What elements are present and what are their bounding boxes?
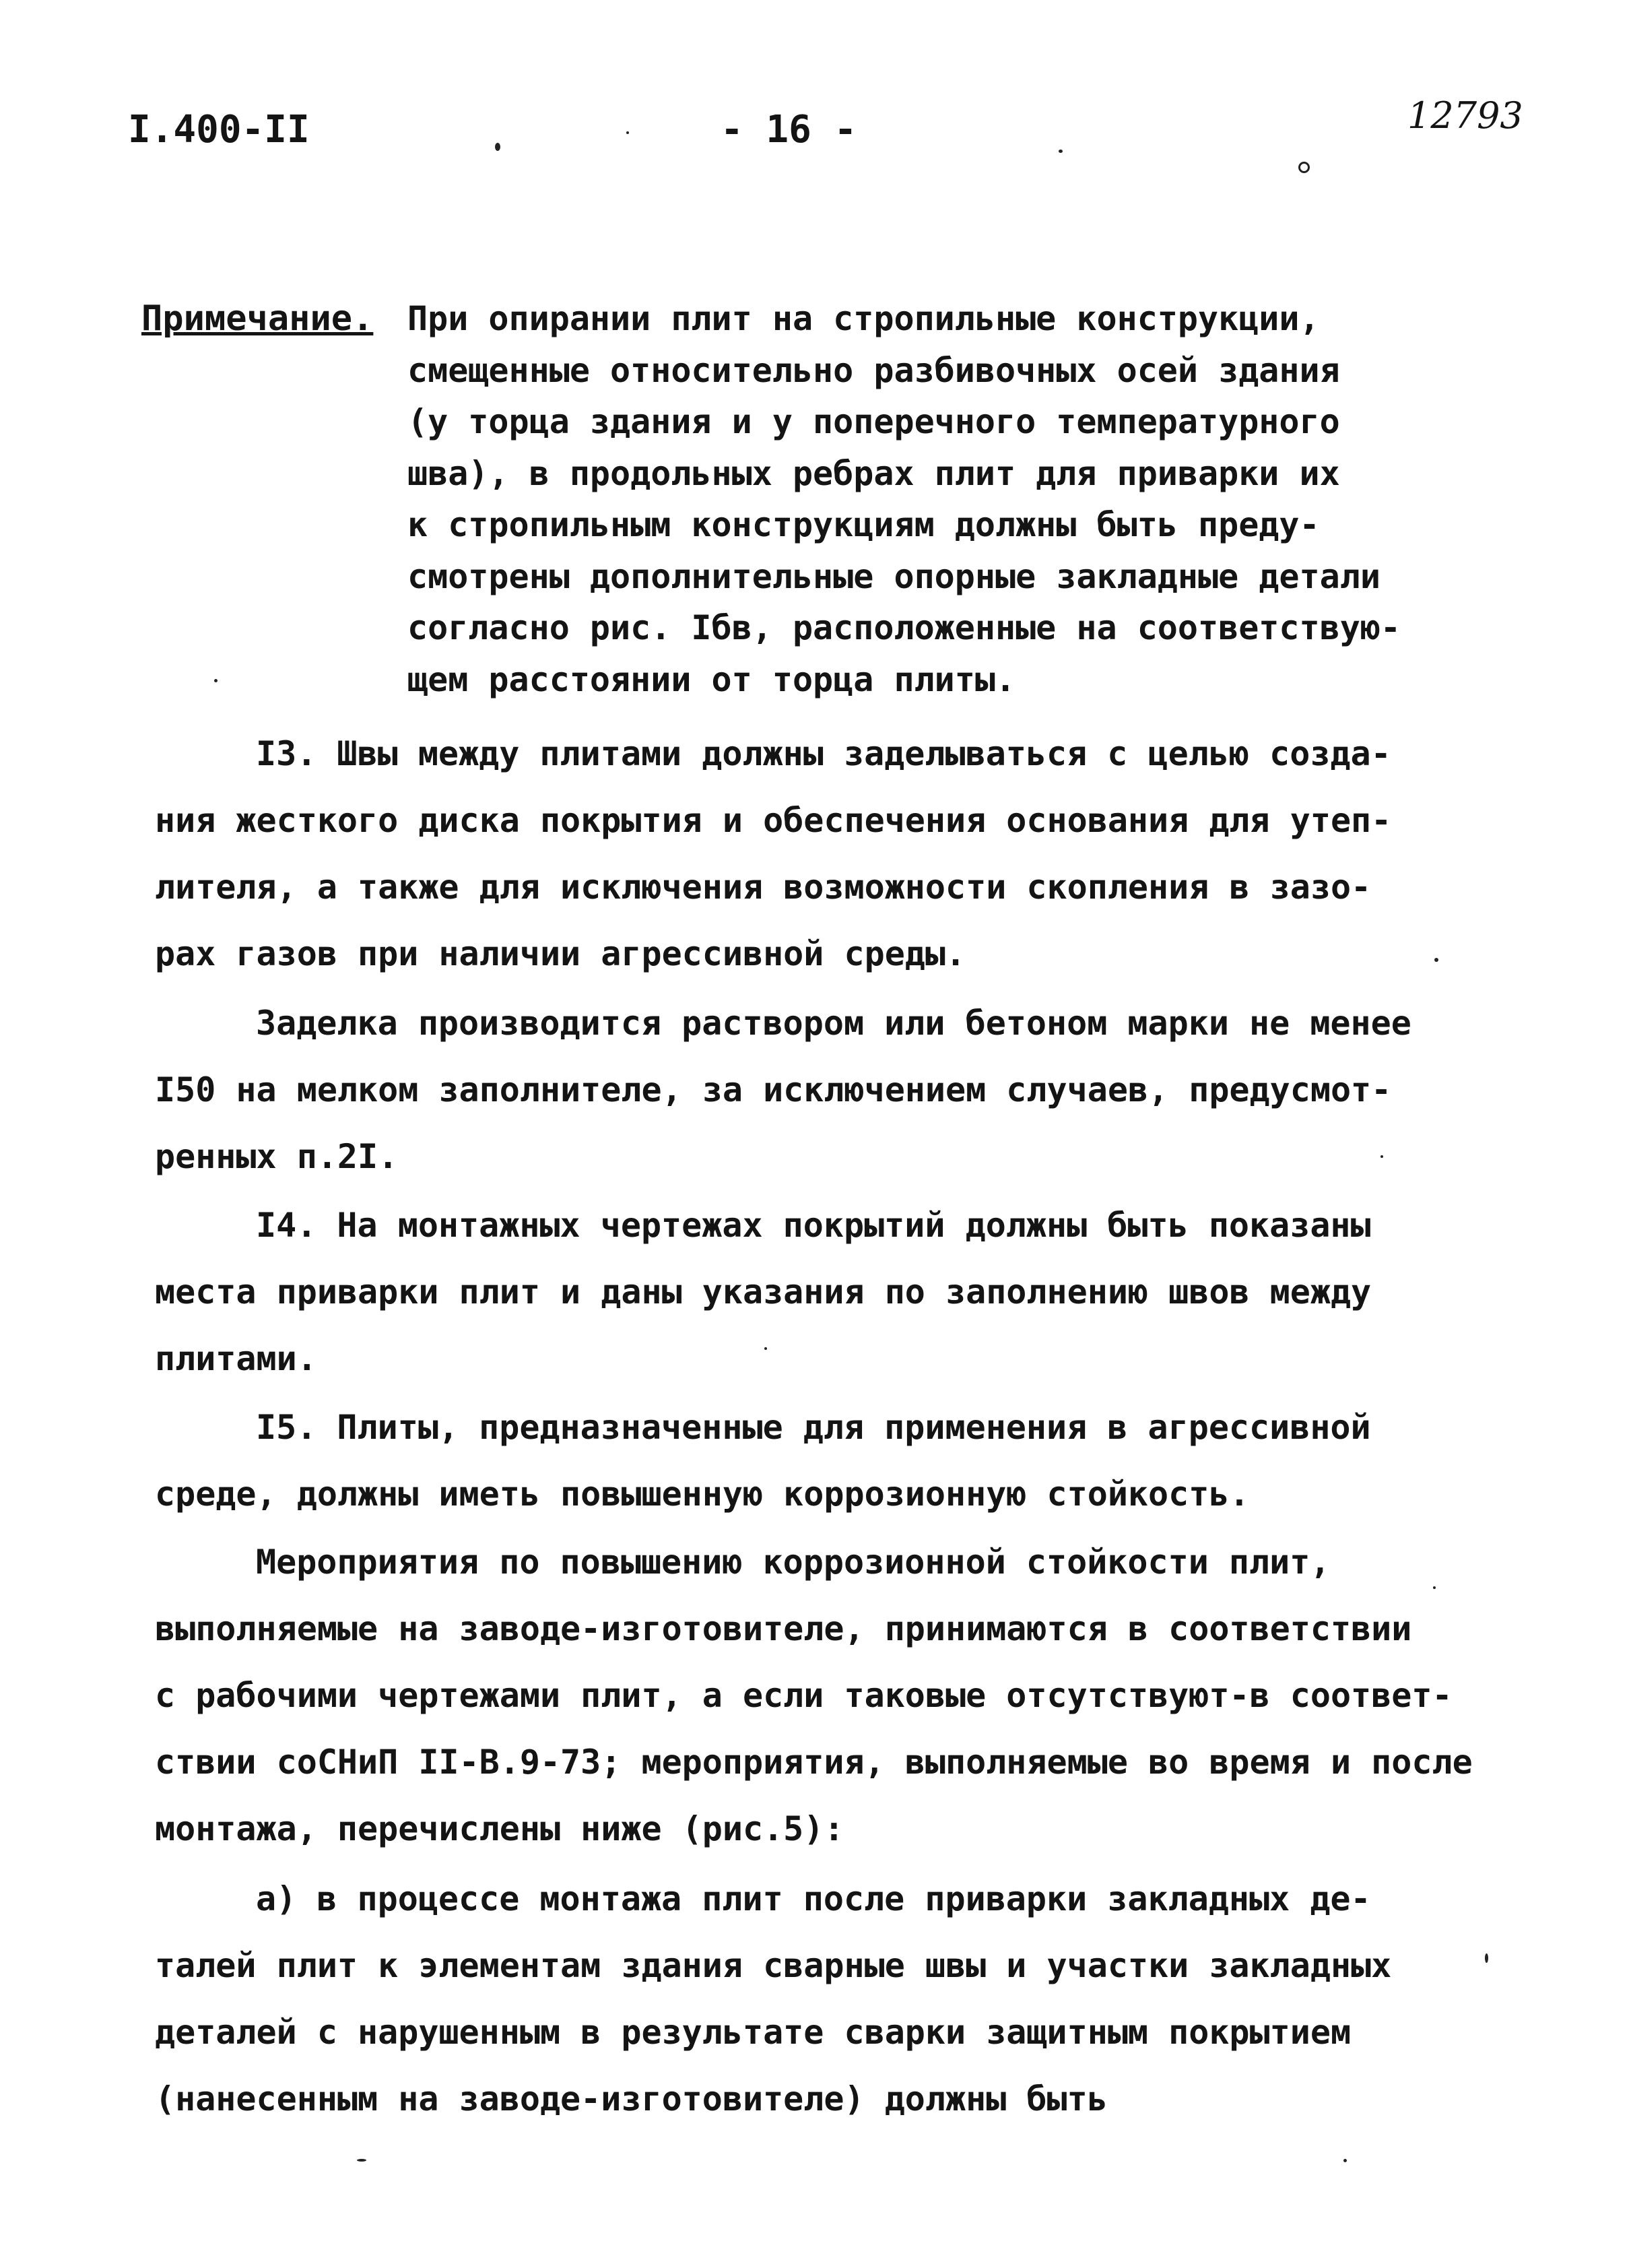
scan-speck: [495, 143, 500, 151]
paragraph-line: I50 на мелком заполнителе, за исключением случаев, предусмот-: [155, 1070, 1392, 1109]
paragraph-15: [155, 1394, 1502, 1528]
paragraph-line: (нанесенным на заводе-изготовителе) должны быть: [155, 2079, 1108, 2118]
scan-speck: [1485, 1953, 1488, 1963]
paragraph-line: рах газов при наличии агрессивной среды.: [155, 934, 966, 973]
paragraph-line: лителя, а также для исключения возможности скопления в зазо-: [155, 868, 1372, 907]
scan-speck: [764, 1347, 767, 1350]
paragraph-line: монтажа, перечислены ниже (рис.5):: [155, 1809, 844, 1848]
note-line: При опирании плит на стропильные конструкции,: [407, 299, 1320, 338]
paragraph-line: а) в процессе монтажа плит после приварки закладных де-: [256, 1879, 1371, 1918]
paragraph-line: ренных п.2I.: [155, 1137, 399, 1176]
paragraph-line: ния жесткого диска покрытия и обеспечения основания для утеп-: [155, 801, 1392, 840]
paragraph-line: I3. Швы между плитами должны заделываться с целью созда-: [256, 734, 1391, 773]
scan-speck: [1380, 1155, 1383, 1158]
scan-speck: [357, 2159, 366, 2162]
paragraph-15-measures: [155, 1529, 1502, 1862]
paragraph-line: I4. На монтажных чертежах покрытий должны быть показаны: [256, 1206, 1371, 1245]
note-line: смещенные относительно разбивочных осей здания: [407, 350, 1340, 390]
handwritten-sheet-number: 12793: [1407, 94, 1523, 137]
page-header: [128, 94, 1523, 168]
paragraph-line: деталей с нарушенным в результате сварки защитным покрытием: [155, 2013, 1352, 2052]
scan-speck: [626, 131, 629, 134]
scan-ring-mark: [1298, 162, 1310, 173]
paragraph-line: ствии соСНиП II-В.9-73; мероприятия, выполняемые во время и после: [155, 1743, 1473, 1782]
note-line: к стропильным конструкциям должны быть преду-: [407, 505, 1320, 544]
paragraph-13: [155, 721, 1502, 987]
scan-speck: [1434, 958, 1438, 962]
note-label: Примечание.: [141, 298, 374, 339]
paragraph-line: места приварки плит и даны указания по заполнению швов между: [155, 1272, 1372, 1311]
paragraph-line: плитами.: [155, 1339, 317, 1378]
scan-speck: [1343, 2159, 1347, 2162]
paragraph-line: с рабочими чертежами плит, а если таковые отсутствуют-в соответ-: [155, 1676, 1453, 1715]
paragraph-line: талей плит к элементам здания сварные швы и участки закладных: [155, 1946, 1392, 1985]
note-body: [407, 293, 1498, 705]
paragraph-line: среде, должны иметь повышенную коррозионную стойкость.: [155, 1475, 1250, 1514]
paragraph-line: I5. Плиты, предназначенные для применения в агрессивной: [256, 1408, 1371, 1447]
note-line: шва), в продольных ребрах плит для приварки их: [407, 453, 1340, 493]
paragraph-14: [155, 1192, 1502, 1392]
scan-speck: [1433, 1586, 1436, 1589]
note-line: (у торца здания и у поперечного температурного: [407, 402, 1340, 441]
note-line: согласно рис. Iбв, расположенные на соответствую-: [407, 608, 1401, 647]
document-code: I.400-II: [128, 108, 310, 152]
note-line: смотрены дополнительные опорные закладные детали: [407, 556, 1380, 596]
scan-speck: [214, 679, 218, 682]
paragraph-line: Заделка производится раствором или бетоном марки не менее: [256, 1004, 1411, 1043]
page-number: - 16 -: [721, 108, 857, 152]
scan-speck: [1059, 150, 1063, 153]
note-line: щем расстоянии от торца плиты.: [407, 659, 1016, 699]
paragraph-13-continued: [155, 990, 1502, 1190]
paragraph-line: Мероприятия по повышению коррозионной стойкости плит,: [256, 1543, 1331, 1582]
paragraph-item-a: [155, 1866, 1502, 2133]
paragraph-line: выполняемые на заводе-изготовителе, принимаются в соответствии: [155, 1609, 1412, 1648]
